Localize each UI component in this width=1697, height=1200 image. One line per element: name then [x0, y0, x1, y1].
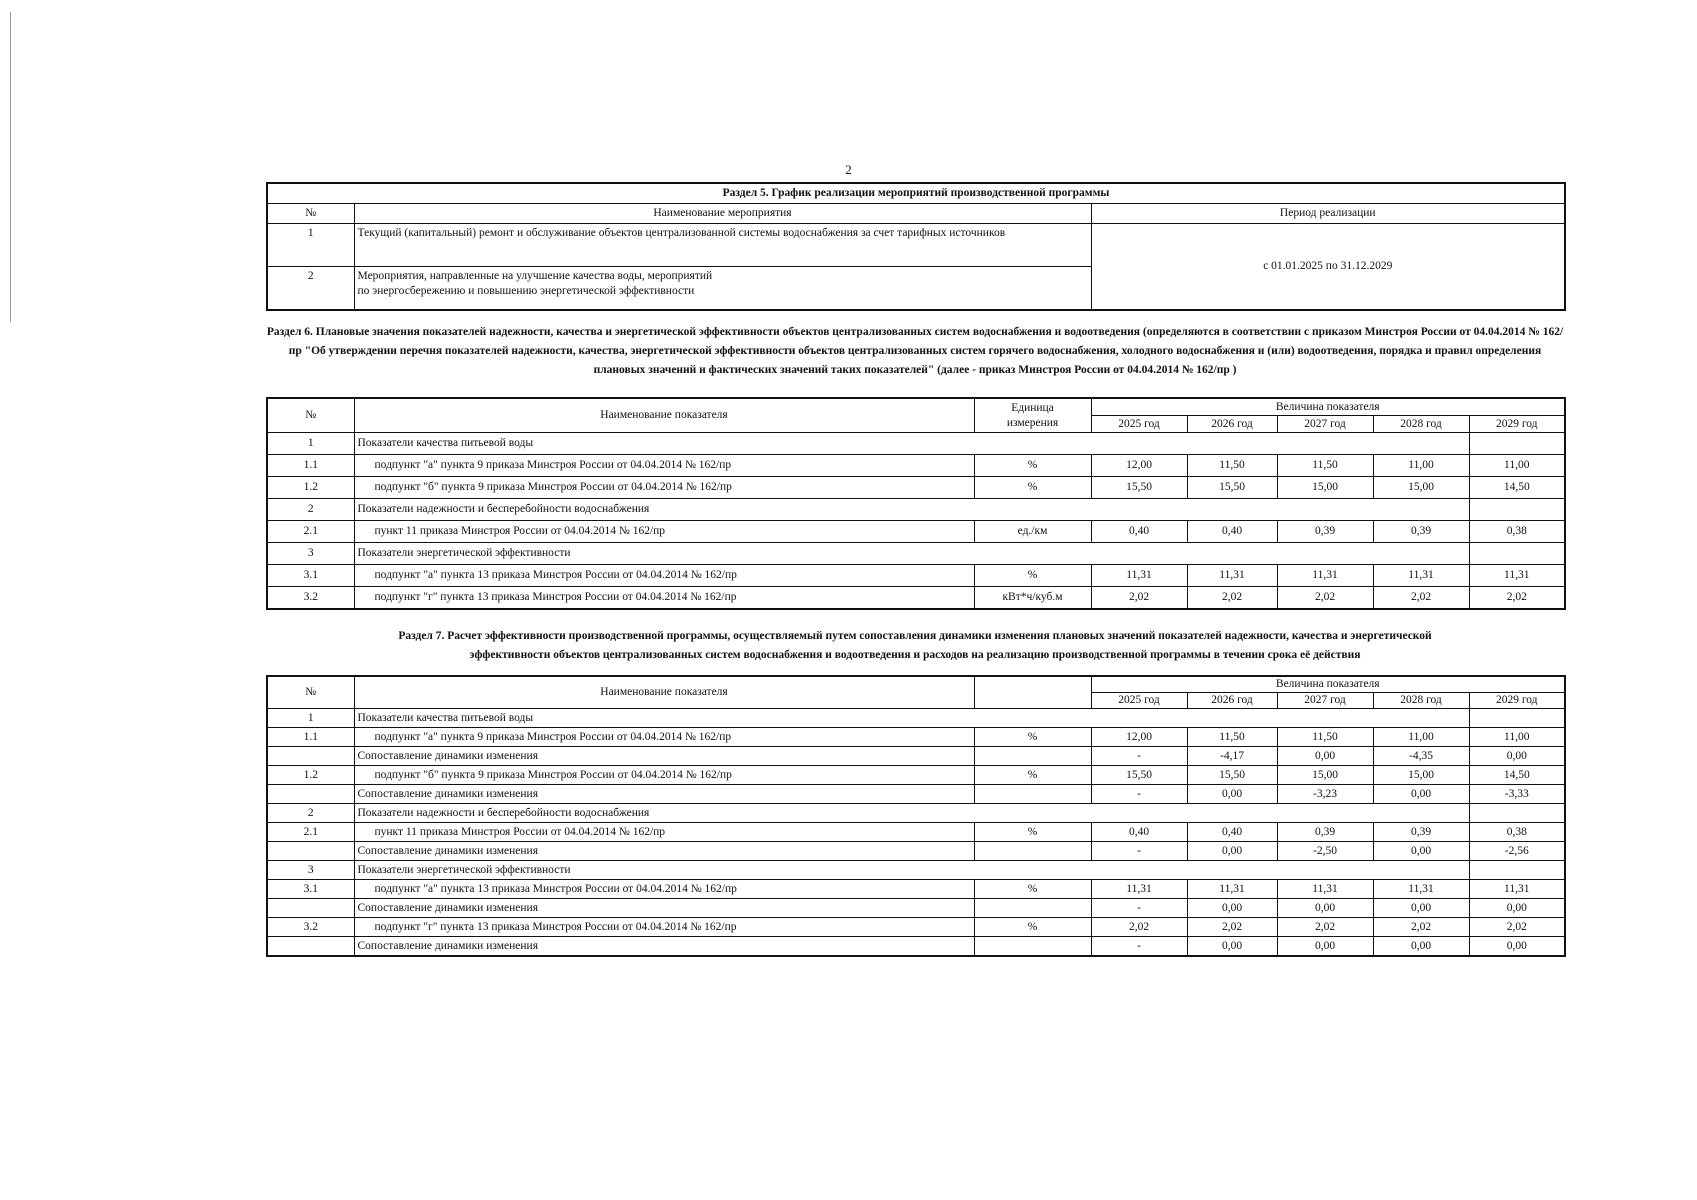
value-cell: 15,50: [1187, 477, 1277, 499]
value-cell: 11,31: [1187, 565, 1277, 587]
value-cell: 11,00: [1469, 455, 1565, 477]
value-cell: 11,50: [1187, 728, 1277, 747]
value-cell: 0,00: [1187, 785, 1277, 804]
comparison-label: Сопоставление динамики изменения: [354, 842, 974, 861]
year-header: 2027 год: [1277, 416, 1373, 433]
value-cell: 11,00: [1373, 455, 1469, 477]
col-num-header: №: [267, 398, 354, 433]
unit-cell: %: [974, 880, 1091, 899]
value-cell: 0,40: [1187, 823, 1277, 842]
value-cell: 0,00: [1373, 842, 1469, 861]
unit-header-line: Единица: [1011, 401, 1054, 414]
indicator-name: подпункт "г" пункта 13 приказа Минстроя России от 04.04.2014 № 162/пр: [354, 587, 974, 610]
section6-table: [266, 397, 1566, 610]
value-cell: 0,00: [1373, 899, 1469, 918]
value-cell: 12,00: [1091, 728, 1187, 747]
empty-cell: [1469, 709, 1565, 728]
value-cell: 15,00: [1277, 477, 1373, 499]
group-row: [267, 543, 1565, 565]
comparison-row: [267, 842, 1565, 861]
value-cell: 2,02: [1373, 587, 1469, 610]
group-row: [267, 861, 1565, 880]
value-cell: 11,31: [1373, 880, 1469, 899]
group-row: [267, 709, 1565, 728]
value-cell: -2,50: [1277, 842, 1373, 861]
unit-cell: %: [974, 728, 1091, 747]
row-num: 2: [267, 499, 354, 521]
comparison-label: Сопоставление динамики изменения: [354, 937, 974, 957]
row-num: 3: [267, 543, 354, 565]
year-header: 2026 год: [1187, 416, 1277, 433]
row-num: [267, 899, 354, 918]
comparison-row: [267, 747, 1565, 766]
group-name: Показатели надежности и бесперебойности водоснабжения: [354, 499, 1469, 521]
group-name: Показатели энергетической эффективности: [354, 543, 1469, 565]
value-cell: 0,00: [1469, 937, 1565, 957]
value-cell: 2,02: [1187, 918, 1277, 937]
value-cell: 0,38: [1469, 823, 1565, 842]
col-num-header: №: [267, 676, 354, 709]
value-cell: 11,31: [1091, 880, 1187, 899]
table-row: [267, 823, 1565, 842]
value-cell: 0,39: [1277, 823, 1373, 842]
value-cell: 11,50: [1277, 455, 1373, 477]
table-row: [267, 587, 1565, 610]
comparison-label: Сопоставление динамики изменения: [354, 747, 974, 766]
value-cell: 0,39: [1373, 823, 1469, 842]
indicator-name: подпункт "б" пункта 9 приказа Минстроя России от 04.04.2014 № 162/пр: [354, 766, 974, 785]
year-header: 2028 год: [1373, 416, 1469, 433]
col-indicator-header: Наименование показателя: [354, 676, 974, 709]
row-num: 3.1: [267, 880, 354, 899]
comparison-label: Сопоставление динамики изменения: [354, 785, 974, 804]
empty-cell: [1469, 804, 1565, 823]
section5-block: [266, 182, 1564, 311]
value-cell: 11,31: [1091, 565, 1187, 587]
row-num: 2.1: [267, 823, 354, 842]
value-cell: 2,02: [1187, 587, 1277, 610]
table-row: [267, 728, 1565, 747]
year-header: 2028 год: [1373, 693, 1469, 709]
value-cell: -3,23: [1277, 785, 1373, 804]
value-cell: 11,00: [1469, 728, 1565, 747]
empty-cell: [1469, 861, 1565, 880]
value-cell: 0,00: [1187, 937, 1277, 957]
indicator-name: подпункт "б" пункта 9 приказа Минстроя России от 04.04.2014 № 162/пр: [354, 477, 974, 499]
row-num: 3.2: [267, 587, 354, 610]
row-num: 1: [267, 709, 354, 728]
col-value-header: Величина показателя: [1091, 398, 1565, 416]
indicator-name: подпункт "а" пункта 13 приказа Минстроя России от 04.04.2014 № 162/пр: [354, 565, 974, 587]
unit-cell: %: [974, 766, 1091, 785]
row-num: 2.1: [267, 521, 354, 543]
value-cell: -: [1091, 747, 1187, 766]
indicator-name: пункт 11 приказа Минстроя России от 04.04.2014 № 162/пр: [354, 521, 974, 543]
value-cell: 0,00: [1469, 899, 1565, 918]
value-cell: 11,50: [1277, 728, 1373, 747]
year-header: 2025 год: [1091, 693, 1187, 709]
row-num: 1: [267, 224, 354, 267]
section7-block: [266, 675, 1564, 957]
section7-title-line: Раздел 7. Расчет эффективности производственной программы, осуществляемый путем сопоставления динамики изменения плановых значений показателей надежности, качества и энергетической: [398, 630, 1432, 642]
section6-block: [266, 397, 1564, 610]
row-num: 2: [267, 804, 354, 823]
group-name: Показатели энергетической эффективности: [354, 861, 1469, 880]
event-name-line: Мероприятия, направленные на улучшение качества воды, мероприятий: [357, 270, 713, 282]
value-cell: 0,00: [1277, 747, 1373, 766]
value-cell: 11,31: [1373, 565, 1469, 587]
value-cell: 11,00: [1373, 728, 1469, 747]
value-cell: -2,56: [1469, 842, 1565, 861]
unit-cell: %: [974, 823, 1091, 842]
group-row: [267, 804, 1565, 823]
value-cell: 12,00: [1091, 455, 1187, 477]
value-cell: 2,02: [1469, 918, 1565, 937]
col-num-header: №: [267, 204, 354, 224]
col-indicator-header: Наименование показателя: [354, 398, 974, 433]
value-cell: 0,39: [1373, 521, 1469, 543]
value-cell: -3,33: [1469, 785, 1565, 804]
value-cell: 0,00: [1469, 747, 1565, 766]
value-cell: 0,39: [1277, 521, 1373, 543]
value-cell: 0,00: [1373, 937, 1469, 957]
unit-cell: [974, 842, 1091, 861]
comparison-row: [267, 785, 1565, 804]
section7-title-line: эффективности объектов централизованных систем водоснабжения и водоотведения и расходов на реализацию производственной программы в течении срока её действия: [469, 649, 1361, 661]
value-cell: 14,50: [1469, 477, 1565, 499]
year-header: 2029 год: [1469, 416, 1565, 433]
value-cell: 0,00: [1187, 842, 1277, 861]
group-row: [267, 433, 1565, 455]
value-cell: 15,00: [1373, 477, 1469, 499]
year-header: 2029 год: [1469, 693, 1565, 709]
unit-cell: %: [974, 565, 1091, 587]
value-cell: 2,02: [1277, 918, 1373, 937]
value-cell: 15,00: [1277, 766, 1373, 785]
page-number: 2: [845, 162, 852, 177]
table-row: [267, 224, 1565, 267]
section5-title: Раздел 5. График реализации мероприятий производственной программы: [267, 183, 1565, 204]
value-cell: 15,00: [1373, 766, 1469, 785]
row-num: 1: [267, 433, 354, 455]
row-num: 3.2: [267, 918, 354, 937]
value-cell: 2,02: [1091, 918, 1187, 937]
row-num: 2: [267, 267, 354, 311]
col-value-header: Величина показателя: [1091, 676, 1565, 693]
unit-header-line: измерения: [1006, 416, 1059, 429]
value-cell: 15,50: [1187, 766, 1277, 785]
indicator-name: подпункт "а" пункта 13 приказа Минстроя России от 04.04.2014 № 162/пр: [354, 880, 974, 899]
value-cell: 11,31: [1469, 880, 1565, 899]
indicator-name: подпункт "а" пункта 9 приказа Минстроя России от 04.04.2014 № 162/пр: [354, 455, 974, 477]
value-cell: 0,00: [1373, 785, 1469, 804]
period-cell: с 01.01.2025 по 31.12.2029: [1091, 224, 1565, 311]
value-cell: 11,31: [1187, 880, 1277, 899]
row-num: 1.1: [267, 728, 354, 747]
value-cell: 0,38: [1469, 521, 1565, 543]
indicator-name: подпункт "г" пункта 13 приказа Минстроя России от 04.04.2014 № 162/пр: [354, 918, 974, 937]
value-cell: 2,02: [1373, 918, 1469, 937]
value-cell: -: [1091, 785, 1187, 804]
value-cell: 15,50: [1091, 766, 1187, 785]
value-cell: -: [1091, 937, 1187, 957]
col-unit-header: [974, 676, 1091, 709]
row-num: 1.1: [267, 455, 354, 477]
unit-cell: [974, 785, 1091, 804]
event-name: Текущий (капитальный) ремонт и обслуживание объектов централизованной системы водоснабжения за счет тарифных источников: [354, 224, 1091, 267]
value-cell: 2,02: [1469, 587, 1565, 610]
value-cell: 0,40: [1187, 521, 1277, 543]
value-cell: 0,40: [1091, 823, 1187, 842]
section7-title: [266, 627, 1564, 665]
unit-cell: %: [974, 918, 1091, 937]
table-row: [267, 521, 1565, 543]
comparison-label: Сопоставление динамики изменения: [354, 899, 974, 918]
value-cell: -: [1091, 842, 1187, 861]
col-unit-header: [974, 398, 1091, 433]
group-name: Показатели надежности и бесперебойности водоснабжения: [354, 804, 1469, 823]
table-row: [267, 766, 1565, 785]
year-header: 2027 год: [1277, 693, 1373, 709]
group-name: Показатели качества питьевой воды: [354, 433, 1469, 455]
row-num: 1.2: [267, 766, 354, 785]
table-row: [267, 880, 1565, 899]
group-row: [267, 499, 1565, 521]
value-cell: 11,50: [1187, 455, 1277, 477]
value-cell: 14,50: [1469, 766, 1565, 785]
value-cell: 11,31: [1277, 565, 1373, 587]
value-cell: 15,50: [1091, 477, 1187, 499]
section5-table: [266, 182, 1566, 311]
empty-cell: [1469, 543, 1565, 565]
value-cell: 0,40: [1091, 521, 1187, 543]
unit-cell: ед./км: [974, 521, 1091, 543]
value-cell: 11,31: [1469, 565, 1565, 587]
value-cell: 2,02: [1277, 587, 1373, 610]
unit-cell: [974, 899, 1091, 918]
col-period-header: Период реализации: [1091, 204, 1565, 224]
value-cell: -4,35: [1373, 747, 1469, 766]
group-name: Показатели качества питьевой воды: [354, 709, 1469, 728]
value-cell: 0,00: [1187, 899, 1277, 918]
value-cell: 0,00: [1277, 937, 1373, 957]
table-row: [267, 565, 1565, 587]
year-header: 2025 год: [1091, 416, 1187, 433]
section7-table: [266, 675, 1566, 957]
indicator-name: пункт 11 приказа Минстроя России от 04.04.2014 № 162/пр: [354, 823, 974, 842]
comparison-row: [267, 937, 1565, 957]
indicator-name: подпункт "а" пункта 9 приказа Минстроя России от 04.04.2014 № 162/пр: [354, 728, 974, 747]
row-num: [267, 937, 354, 957]
unit-cell: %: [974, 477, 1091, 499]
unit-cell: кВт*ч/куб.м: [974, 587, 1091, 610]
year-header: 2026 год: [1187, 693, 1277, 709]
row-num: [267, 785, 354, 804]
row-num: 1.2: [267, 477, 354, 499]
row-num: [267, 747, 354, 766]
value-cell: -: [1091, 899, 1187, 918]
empty-cell: [1469, 499, 1565, 521]
table-row: [267, 918, 1565, 937]
unit-cell: [974, 747, 1091, 766]
table-row: [267, 477, 1565, 499]
unit-cell: [974, 937, 1091, 957]
unit-cell: %: [974, 455, 1091, 477]
value-cell: 11,31: [1277, 880, 1373, 899]
value-cell: 2,02: [1091, 587, 1187, 610]
empty-cell: [1469, 433, 1565, 455]
row-num: 3.1: [267, 565, 354, 587]
table-row: [267, 455, 1565, 477]
event-name: [354, 267, 1091, 311]
col-event-name-header: Наименование мероприятия: [354, 204, 1091, 224]
row-num: [267, 842, 354, 861]
value-cell: -4,17: [1187, 747, 1277, 766]
event-name-line: по энергосбережению и повышению энергетической эффективности: [357, 285, 695, 297]
section6-title: Раздел 6. Плановые значения показателей надежности, качества и энергетической эффективности объектов централизованных систем водоснабжения и водоотведения (определяются в соответствии с приказом Минстроя России от 04.04.2014 № 162/пр "Об утверждении перечня показателей надежности, качества, энергетической эффективности объектов централизованных систем горячего водоснабжения, холодного водоснабжения и (или) водоотведения, порядка и правил определения плановых значений и фактических значений таких показателей" (далее - приказ Минстроя России от 04.04.2014 № 162/пр ): [266, 326, 1564, 376]
row-num: 3: [267, 861, 354, 880]
comparison-row: [267, 899, 1565, 918]
value-cell: 0,00: [1277, 899, 1373, 918]
